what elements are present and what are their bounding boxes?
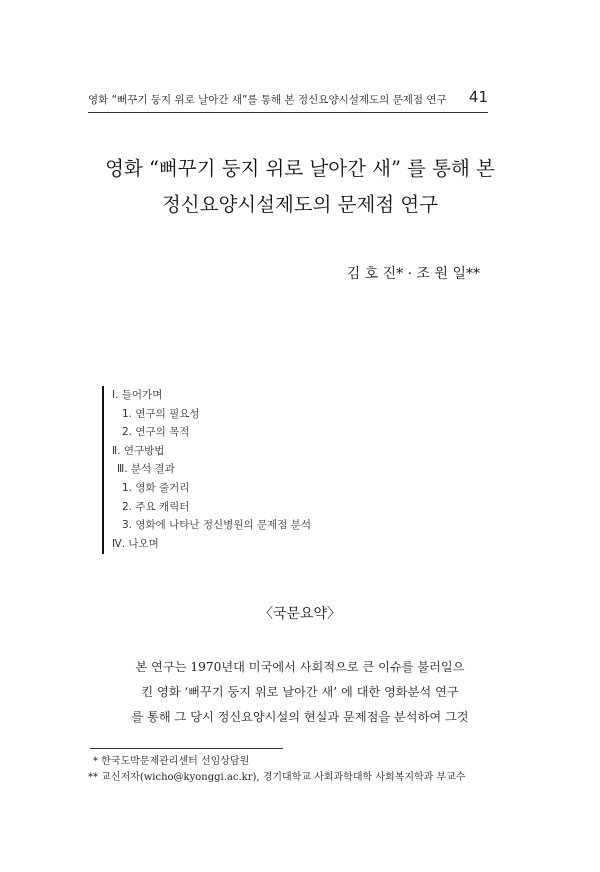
abstract-line: 킨 영화 ‘뻐꾸기 둥지 위로 날아간 새’ 에 대한 영화분석 연구 xyxy=(141,685,459,699)
running-header xyxy=(88,86,488,113)
toc-item-intro: Ⅰ. 들어가며 xyxy=(112,389,163,401)
paper-title-line-2: 정신요양시설제도의 문제점 연구 xyxy=(161,193,439,216)
table-of-contents xyxy=(102,386,402,554)
paper-title-line-1: 영화 “뻐꾸기 둥지 위로 날아간 새” 를 통해 본 xyxy=(105,157,495,180)
footnote-author-1: * 한국도박문제관리센터 선임상담원 xyxy=(93,756,250,767)
abstract-heading: 〈국문요약〉 xyxy=(258,606,342,622)
toc-item-conclusion: Ⅳ. 나오며 xyxy=(112,537,159,550)
abstract-body xyxy=(92,655,508,730)
footnote-divider xyxy=(90,748,283,749)
running-title: 영화 “뻐꾸기 둥지 위로 날아간 새”를 통해 본 정신요양시설제도의 문제점 연구 xyxy=(88,94,447,106)
footnote-author-2: ** 교신저자(wicho@kyonggi.ac.kr), 경기대학교 사회과학대학 사회복지학과 부교수 xyxy=(88,772,466,783)
abstract-line: 본 연구는 1970년대 미국에서 사회적으로 큰 이슈를 불러일으 xyxy=(135,660,465,674)
toc-item-problems: 3. 영화에 나타난 정신병원의 문제점 분석 xyxy=(122,519,311,532)
toc-item-characters: 2. 주요 캐릭터 xyxy=(122,500,190,513)
toc-item-necessity: 1. 연구의 필요성 xyxy=(122,407,200,420)
abstract-line: 를 통해 그 당시 정신요양시설의 현실과 문제점을 분석하여 그것 xyxy=(131,710,469,724)
toc-item-plot: 1. 영화 줄거리 xyxy=(122,481,190,494)
toc-item-method: Ⅱ. 연구방법 xyxy=(112,444,165,457)
footnotes xyxy=(88,754,518,786)
author-names: 김 호 진* · 조 원 일** xyxy=(346,266,480,282)
toc-item-purpose: 2. 연구의 목적 xyxy=(122,426,190,439)
page-number: 41 xyxy=(468,88,488,106)
toc-item-results: Ⅲ. 분석 결과 xyxy=(117,463,175,476)
